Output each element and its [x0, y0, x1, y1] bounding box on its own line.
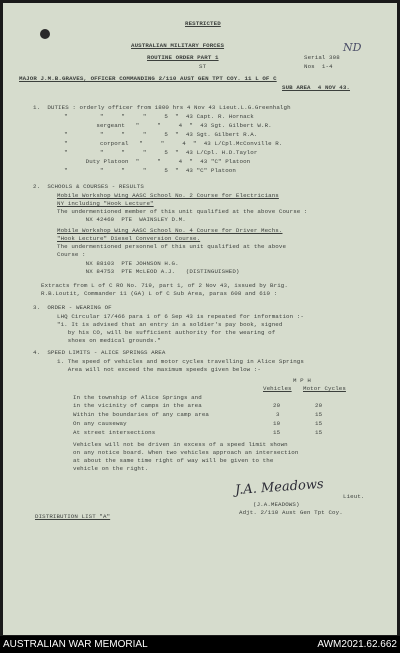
footer-institution: AUSTRALIAN WAR MEMORIAL	[3, 639, 148, 650]
duty-row: " " " " 5 " 43 "C" Platoon	[57, 167, 236, 174]
order-line: "1. It is advised that an entry in a soldier's pay book, signed	[57, 321, 283, 328]
order-title: ROUTINE ORDER PART 1	[147, 54, 219, 61]
col-vehicles: Vehicles	[263, 385, 292, 392]
duty-row: " " " " 5 " 43 L/Cpl. H.D.Taylor	[57, 149, 258, 156]
speed-row-label: In the township of Alice Springs and	[73, 394, 202, 401]
course-line: Mobile Workshop Wing AASC School No. 4 Course for Driver Mechs.	[57, 227, 283, 234]
closing-line: vehicle on the right.	[73, 465, 149, 472]
section-2-title: 2. SCHOOLS & COURSES - RESULTS	[33, 183, 144, 190]
course-line: NX 42460 PTE WAINSLEY D.M.	[57, 216, 186, 223]
signature-rank: Lieut.	[343, 493, 365, 500]
section-1-title: 1. DUTIES : orderly officer from 1800 hrs 4 Nov 43 Lieut.L.G.Greenhalgh	[33, 104, 291, 111]
duty-row: Duty Platoon " " 4 " 43 "C" Platoon	[57, 158, 251, 165]
speed-row-label: Within the boundaries of any camp area	[73, 411, 209, 418]
course-line: NX 84753 PTE McLEOD A.J. (DISTINGUISHED)	[57, 268, 240, 275]
course-line: Mobile Workshop Wing AASC School No. 2 Course for Electricians	[57, 192, 279, 199]
heading-line-2: SUB AREA 4 NOV 43.	[282, 84, 350, 91]
heading-line-1: MAJOR J.M.B.GRAVES, OFFICER COMMANDING 2/110 AUST GEN TPT COY. 11 L OF C	[19, 75, 277, 82]
speed-line: 1. The speed of vehicles and motor cycles travelling in Alice Springs	[57, 358, 304, 365]
speed-motor: 15	[315, 429, 323, 436]
duty-row: sergeant " " 4 " 43 Sgt. Gilbert W.R.	[57, 122, 272, 129]
extract-line: R.B.Loutit, Commander 11 (GA) L of C Sub Area, paras 608 and 610 :	[41, 290, 278, 297]
closing-line: on any notice board. When two vehicles approach an intersection	[73, 449, 299, 456]
distribution-list: DISTRIBUTION LIST "A"	[35, 513, 111, 520]
course-line: NX 88103 PTE JOHNSON H.G.	[57, 260, 179, 267]
course-line: The undermentioned personnel of this unit qualified at the above	[57, 243, 287, 250]
duty-row: " corporal " " 4 " 43 L/Cpl.McConville R.	[57, 140, 283, 147]
order-code: ST	[199, 63, 207, 70]
nos: Nos 1-4	[304, 63, 333, 70]
extract-line: Extracts from L of C RO No. 719, part 1, of 2 Nov 43, issued by Brig.	[41, 282, 288, 289]
speed-vehicles: 3	[276, 411, 280, 418]
course-line: The undermentioned member of this unit qualified at the above Course :	[57, 208, 308, 215]
signature-typed-name: (J.A.MEADOWS)	[253, 501, 300, 508]
closing-line: Vehicles will not be driven in excess of a speed limit shown	[73, 441, 288, 448]
speed-row-label: On any causeway	[73, 420, 127, 427]
serial: Serial 308	[304, 54, 340, 61]
closing-line: at about the same time right of way will be given to the	[73, 457, 274, 464]
speed-row-label: in the vicinity of camps in the area	[73, 402, 202, 409]
duty-row: " " " " 5 " 43 Sgt. Gilbert R.A.	[57, 131, 258, 138]
order-line: shoes on medical grounds."	[57, 337, 161, 344]
handwritten-signature: J.A. Meadows	[234, 476, 325, 499]
course-line: Course :	[57, 251, 86, 258]
speed-vehicles: 15	[273, 429, 281, 436]
classification: RESTRICTED	[185, 20, 221, 27]
unit-title: AUSTRALIAN MILITARY FORCES	[131, 42, 225, 49]
speed-vehicles: 10	[273, 420, 281, 427]
course-line: NY including "Hook Lecture"	[57, 200, 154, 207]
speed-motor: 15	[315, 411, 323, 418]
mph-header: M P H	[293, 377, 311, 384]
duty-row: " " " " 5 " 43 Capt. R. Hornack	[57, 113, 254, 120]
speed-vehicles: 20	[273, 402, 281, 409]
section-4-title: 4. SPEED LIMITS - ALICE SPRINGS AREA	[33, 349, 166, 356]
footer-bar	[0, 636, 400, 653]
footer-catalogue-id: AWM2021.62.662	[317, 639, 397, 650]
order-line: by his CO, will be sufficient authority for the wearing of	[57, 329, 276, 336]
document-page	[3, 3, 397, 635]
speed-motor: 20	[315, 402, 323, 409]
order-line: LHQ Circular 17/466 para 1 of 6 Sep 43 is repeated for information :-	[57, 313, 304, 320]
punch-hole	[40, 29, 50, 39]
speed-motor: 15	[315, 420, 323, 427]
handwritten-annotation: ND	[343, 41, 362, 54]
speed-line: Area will not exceed the maximum speeds given below :-	[57, 366, 261, 373]
course-line: "Hook Lecture" Diesel Conversion Course.	[57, 235, 201, 242]
section-3-title: 3. ORDER - WEARING OF	[33, 304, 112, 311]
col-motor-cycles: Motor Cycles	[303, 385, 346, 392]
speed-row-label: At street intersections	[73, 429, 156, 436]
signature-title: Adjt. 2/110 Aust Gen Tpt Coy.	[239, 509, 343, 516]
